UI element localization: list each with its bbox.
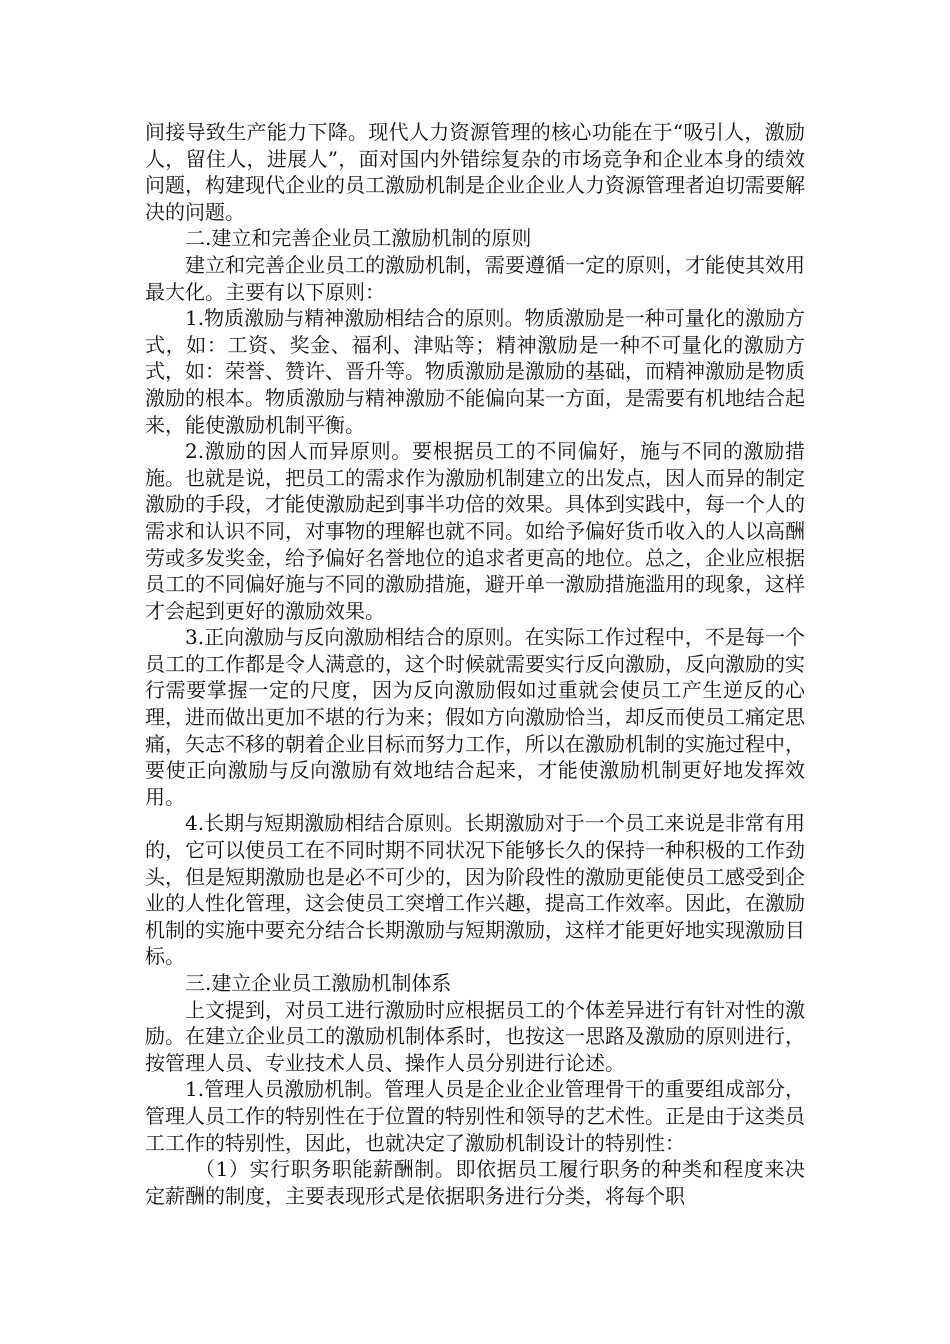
paragraph-principle-3: 3.正向激励与反向激励相结合的原则。在实际工作过程中，不是每一个员工的工作都是令人满意的，这个时候就需要实行反向激励，反向激励的实行需要掌握一定的尺度，因为反向激励假如过重就会使员工产生逆反的心理，进而做出更加不堪的行为来；假如方向激励恰当，却反而使员工痛定思痛，矢志不移的朝着企业目标而努力工作，所以在激励机制的实施过程中，要使正向激励与反向激励有效地结合起来，才能使激励机制更好地发挥效用。 xyxy=(145,625,805,809)
paragraph-salary-system: （1）实行职务职能薪酬制。即依据员工履行职务的种类和程度来决定薪酬的制度，主要表现形式是依据职务进行分类，将每个职 xyxy=(145,1157,805,1208)
paragraph-management-mechanism: 1.管理人员激励机制。管理人员是企业企业管理骨干的重要组成部分，管理人员工作的特别性在于位置的特别性和领导的艺术性。正是由于这类员工工作的特别性，因此，也就决定了激励机制设计的特别性： xyxy=(145,1077,805,1155)
document-body xyxy=(145,119,805,1209)
section-heading-principles: 二.建立和完善企业员工激励机制的原则 xyxy=(185,226,532,251)
section-heading-system: 三.建立企业员工激励机制体系 xyxy=(185,971,452,995)
paragraph-principle-2: 2.激励的因人而异原则。要根据员工的不同偏好，施与不同的激励措施。也就是说，把员工的需求作为激励机制建立的出发点，因人而异的制定激励的手段，才能使激励起到事半功倍的效果。具体到实践中，每一个人的需求和认识不同，对事物的理解也就不同。如给予偏好货币收入的人以高酬劳或多发奖金，给予偏好名誉地位的追求者更高的地位。总之，企业应根据员工的不同偏好施与不同的激励措施，避开单一激励措施滥用的现象，这样才会起到更好的激励效果。 xyxy=(145,439,805,623)
paragraph-principle-4: 4.长期与短期激励相结合原则。长期激励对于一个员工来说是非常有用的，它可以使员工在不同时期不同状况下能够长久的保持一种积极的工作劲头，但是短期激励也是必不可少的，因为阶段性的激励更能使员工感受到企业的人性化管理，这会使员工突增工作兴趣，提高工作效率。因此，在激励机制的实施中要充分结合长期激励与短期激励，这样才能更好地实现激励目标。 xyxy=(145,811,805,969)
paragraph-principles-intro: 建立和完善企业员工的激励机制，需要遵循一定的原则，才能使其效用最大化。主要有以下原则： xyxy=(145,252,805,304)
paragraph-intro-continuation: 间接导致生产能力下降。现代人力资源管理的核心功能在于“吸引人，激励人，留住人，进展人”，面对国内外错综复杂的市场竞争和企业本身的绩效问题，构建现代企业的员工激励机制是企业企业人力资源管理者迫切需要解决的问题。 xyxy=(145,120,805,224)
paragraph-principle-1: 1.物质激励与精神激励相结合的原则。物质激励是一种可量化的激励方式，如：工资、奖金、福利、津贴等；精神激励是一种不可量化的激励方式，如：荣誉、赞许、晋升等。物质激励是激励的基础，而精神激励是物质激励的根本。物质激励与精神激励不能偏向某一方面，是需要有机地结合起来，能使激励机制平衡。 xyxy=(145,306,805,437)
paragraph-system-intro: 上文提到，对员工进行激励时应根据员工的个体差异进行有针对性的激励。在建立企业员工的激励机制体系时，也按这一思路及激励的原则进行，按管理人员、专业技术人员、操作人员分别进行论述。 xyxy=(145,997,805,1075)
